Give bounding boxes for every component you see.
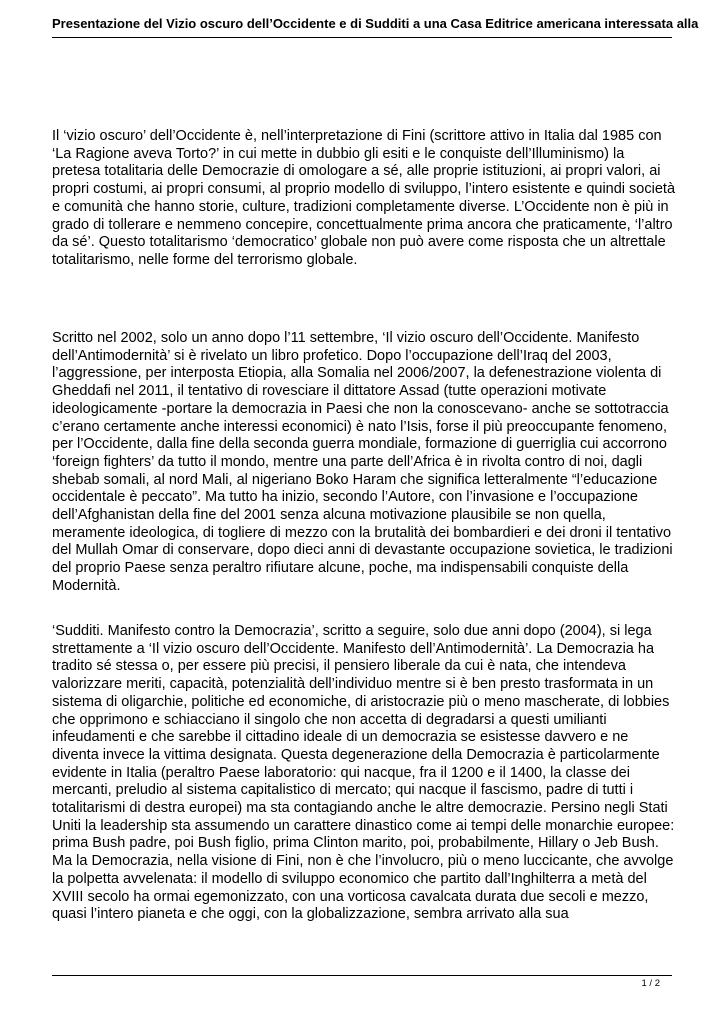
- document-title: Presentazione del Vizio oscuro dell’Occidente e di Sudditi a una Casa Editrice americana interessata alla: [52, 16, 699, 31]
- page-header: [52, 14, 725, 36]
- body-paragraph-1: Il ‘vizio oscuro’ dell’Occidente è, nell’interpretazione di Fini (scrittore attivo in Italia dal 1985 con ‘La Ragione aveva Torto?’ in cui mette in dubbio gli esiti e le conquiste dell’Illuminismo) la pretesa totalitaria delle Democrazie di omologare a sé, alle proprie istituzioni, ai propri valori, ai propri costumi, ai propri consumi, al proprio modello di sviluppo, l’intero esistente e quindi società e comunità che hanno storie, culture, tradizioni completamente diverse. L’Occidente non è più in grado di tollerare e nemmeno concepire, concettualmente prima ancora che praticamente, ‘l’altro da sé’. Questo totalitarismo ‘democratico’ globale non può avere come risposta che un altrettale totalitarismo, nelle forme del terrorismo globale.: [52, 128, 676, 268]
- header-divider: [52, 37, 672, 38]
- page-number: 1 / 2: [641, 978, 660, 989]
- footer-divider: [52, 975, 672, 976]
- body-paragraph-3: ‘Sudditi. Manifesto contro la Democrazia’, scritto a seguire, solo due anni dopo (2004), si lega strettamente a ‘Il vizio oscuro dell’Occidente. Manifesto dell’Antimodernità’. La Democrazia ha tradito sé stessa o, per essere più precisi, il pensiero liberale da cui è nata, che intendeva valorizzare meriti, capacità, potenzialità dell’individuo mentre si è ben presto trasformata in un sistema di oligarchie, politiche ed economiche, di aristocrazie più o meno mascherate, di lobbies che opprimono e schiacciano il singolo che non accetta di degradarsi a questi umilianti infeudamenti e che sarebbe il cittadino ideale di un democrazia se esistesse davvero e ne diventa invece la vittima designata. Questa degenerazione della Democrazia è particolarmente evidente in Italia (peraltro Paese laboratorio: qui nacque, fra il 1200 e il 1400, la classe dei mercanti, preludio al sistema capitalistico di mercato; qui nacque il fascismo, padre di tutti i totalitarismi di destra europei) ma sta contagiando anche le altre democrazie. Persino negli Stati Uniti la leadership sta assumendo un carattere dinastico come ai tempi delle monarchie europee: prima Bush padre, poi Bush figlio, prima Clinton marito, poi, probabilmente, Hillary o Jeb Bush. Ma la Democrazia, nella visione di Fini, non è che l’involucro, più o meno luccicante, che avvolge la polpetta avvelenata: il modello di sviluppo economico che partito dall’Inghilterra a metà del XVIII secolo ha ormai egemonizzato, con una vorticosa cavalcata durata due secoli e mezzo, quasi l’intero pianeta e che oggi, con la globalizzazione, sembra arrivato alla sua: [52, 623, 675, 923]
- body-paragraph-2: Scritto nel 2002, solo un anno dopo l’11 settembre, ‘Il vizio oscuro dell’Occidente. Manifesto dell’Antimodernità’ si è rivelato un libro profetico. Dopo l’occupazione dell’Iraq del 2003, l’aggressione, per interposta Etiopia, alla Somalia nel 2006/2007, la defenestrazione violenta di Gheddafi nel 2011, il tentativo di rovesciare il dittatore Assad (tutte operazioni motivate ideologicamente -portare la democrazia in Paesi che non la conoscevano- anche se sottotraccia c’erano certamente anche interessi economici) è nato l’Isis, forse il più preoccupante fenomeno, per l’Occidente, dalla fine della seconda guerra mondiale, formazione di guerriglia cui accorrono ‘foreign fighters’ da tutto il mondo, mentre una parte dell’Africa è in rivolta contro di noi, dagli shebab somali, al nord Mali, al nigeriano Boko Haram che significa letteralmente “l’educazione occidentale è peccato”. Ma tutto ha inizio, secondo l’Autore, con l’invasione e l’occupazione dell’Afghanistan della fine del 2001 senza alcuna motivazione plausibile se non quella, meramente ideologica, di togliere di mezzo con la brutalità dei bombardieri e dei droni il tentativo del Mullah Omar di conservare, dopo dieci anni di devastante occupazione sovietica, le tradizioni del proprio Paese senza peraltro rifiutare alcune, poche, ma indispensabili conquiste della Modernità.: [52, 330, 673, 594]
